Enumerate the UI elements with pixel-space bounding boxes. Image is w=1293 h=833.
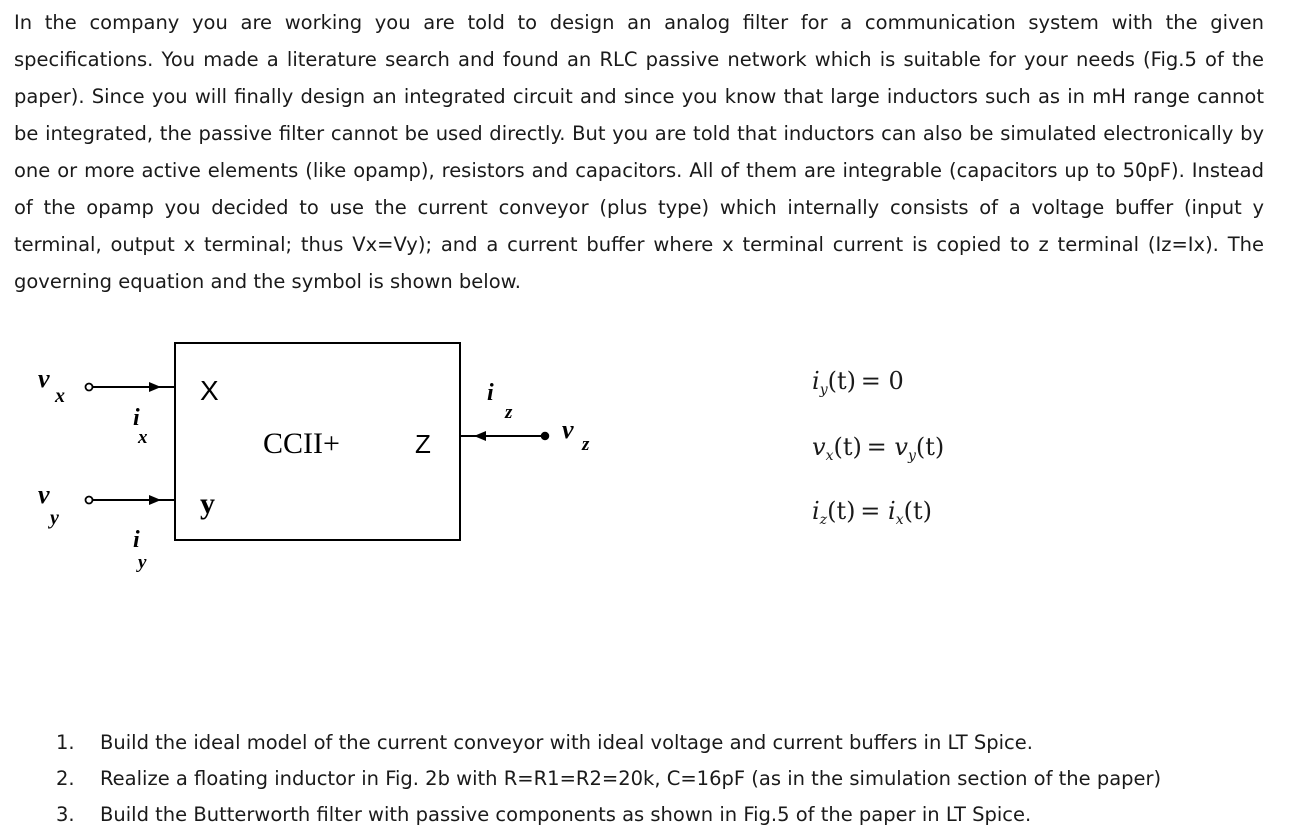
iz-label: i bbox=[487, 380, 494, 406]
equation-vx: $v_x(t) = v_y(t)$ bbox=[812, 433, 945, 464]
intro-paragraph: In the company you are working you are told to design an analog filter for a communication system with the given specifications. You made a literature search and found an RLC passive network which is suitable for your needs (Fig.5 of the paper). Since you will finally design an integrated circuit and since you know that large inductors such as in mH range cannot be integrated, the passive filter cannot be used directly. But you are told that inductors can also be simulated electronically by one or more active elements (like opamp), resistors and capacitors. All of them are integrable (capacitors up to 50pF). Instead of the opamp you decided to use the current conveyor (plus type) which internally consists of a voltage buffer (input y terminal, output x terminal; thus Vx=Vy); and a current buffer where x terminal current is copied to z terminal (Iz=Ix). The governing equation and the symbol is shown below. bbox=[14, 11, 1264, 293]
vz-terminal bbox=[542, 433, 549, 440]
vx-label: v bbox=[38, 364, 50, 393]
equation-iy: $i_y(t) = 0$ bbox=[812, 367, 904, 398]
list-item: 2. Realize a floating inductor in Fig. 2b with R=R1=R2=20k, C=16pF (as in the simulation section of the paper) bbox=[56, 767, 1162, 790]
port-z-label: Z bbox=[415, 429, 431, 459]
iy-sub-label: y bbox=[138, 552, 147, 573]
vy-label: v bbox=[38, 480, 50, 509]
vy-terminal bbox=[86, 497, 93, 504]
task-list bbox=[56, 725, 1161, 833]
vz-sub-label: z bbox=[582, 434, 590, 455]
block-label: CCII+ bbox=[263, 427, 340, 460]
iz-sub-label: z bbox=[505, 402, 513, 423]
vx-terminal bbox=[86, 384, 93, 391]
ix-sub-label: x bbox=[138, 427, 148, 448]
vz-label: v bbox=[562, 415, 574, 444]
list-item: 3. Build the Butterworth filter with passive components as shown in Fig.5 of the paper in LT Spice. bbox=[56, 803, 1032, 826]
port-x-label: X bbox=[200, 375, 219, 406]
ccii-symbol-diagram bbox=[0, 330, 640, 590]
iy-label: i bbox=[133, 527, 140, 553]
equation-iz: $i_z(t) = i_x(t)$ bbox=[812, 497, 932, 528]
vx-sub-label: x bbox=[55, 385, 65, 407]
ix-label: i bbox=[133, 405, 140, 431]
vy-sub-label: y bbox=[50, 507, 59, 529]
list-item: 1. Build the ideal model of the current conveyor with ideal voltage and current buffers in LT Spice. bbox=[56, 731, 1033, 754]
port-y-label: y bbox=[200, 487, 215, 520]
